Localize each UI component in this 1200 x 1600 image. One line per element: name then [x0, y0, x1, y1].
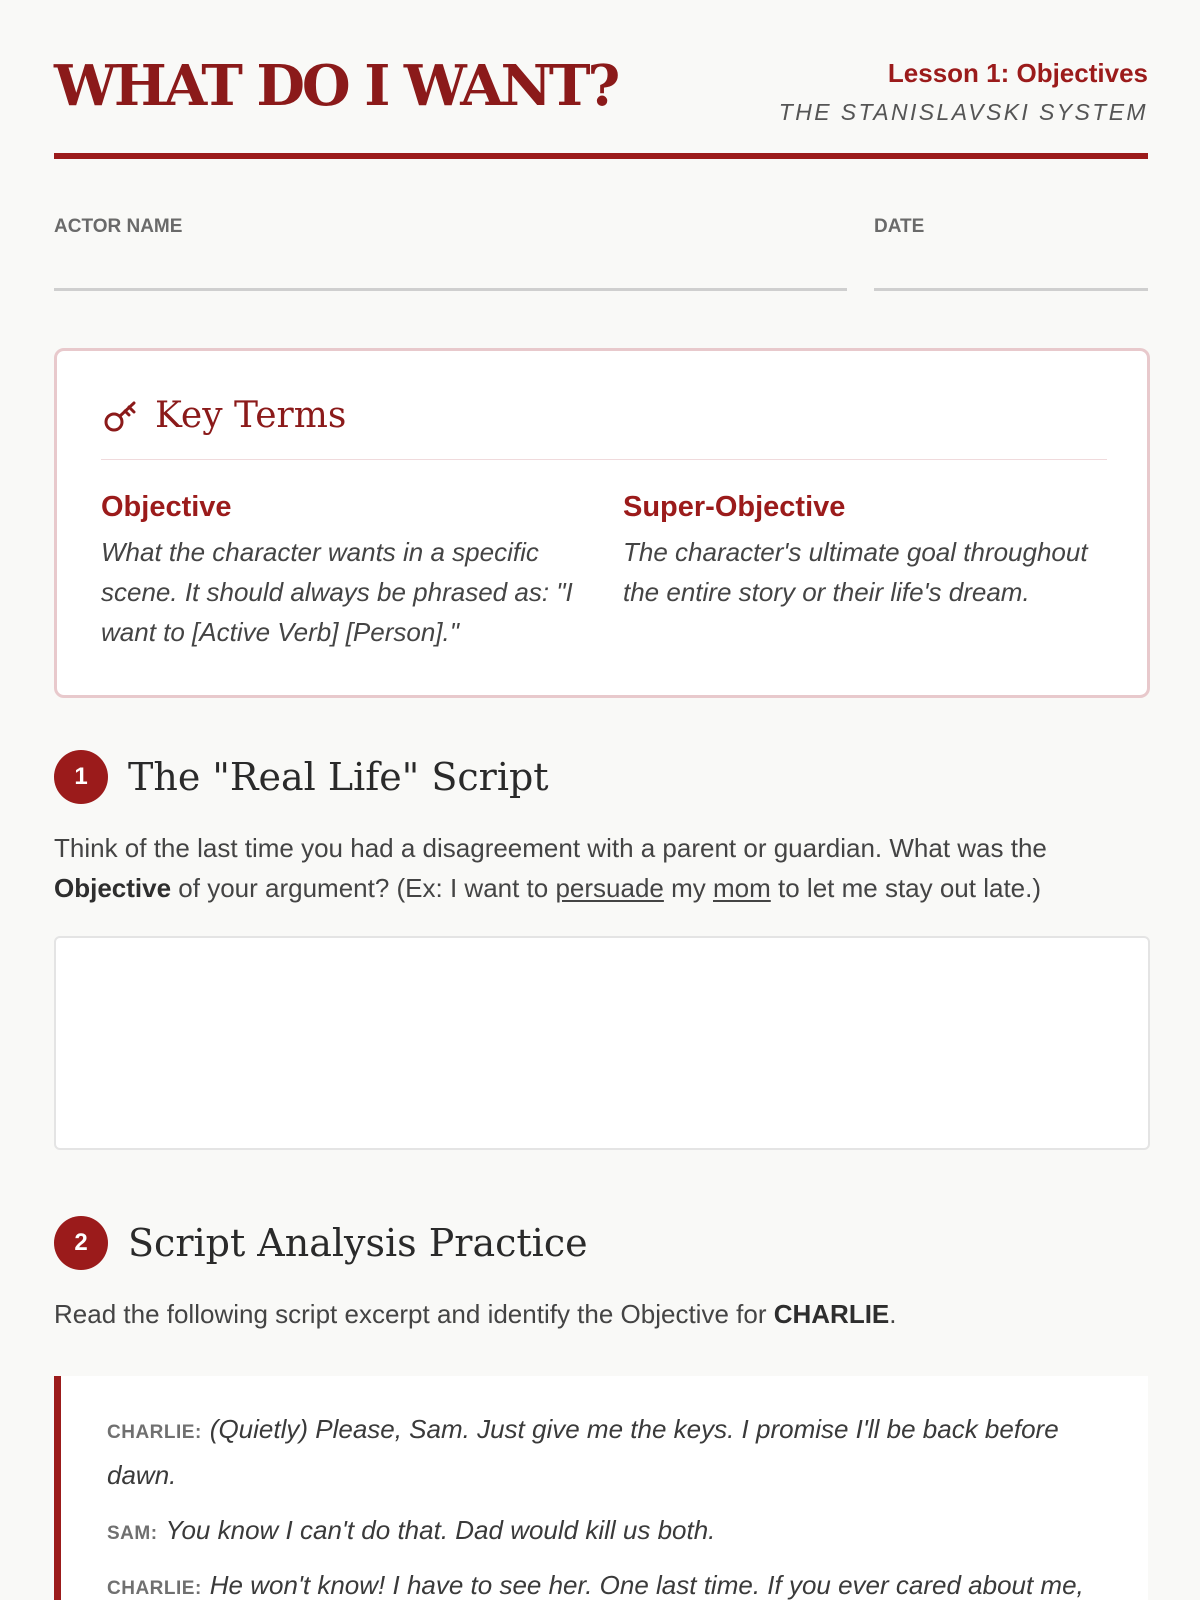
- dialogue-text: You know I can't do that. Dad would kill us both.: [165, 1515, 716, 1545]
- prompt-text: to let me stay out late.): [770, 873, 1042, 903]
- script-line: [107, 1564, 1107, 1600]
- example-person: mom: [713, 873, 771, 903]
- script-line: [107, 1509, 1107, 1555]
- term-definition: What the character wants in a specific scene. It should always be phrased as: "I want to [Active Verb] [Person].": [101, 537, 573, 647]
- key-terms-title: Key Terms: [155, 395, 347, 436]
- prompt-text: my: [663, 873, 713, 903]
- prompt-text: Think of the last time you had a disagreement with a parent or guardian. What was the: [54, 833, 1047, 863]
- prompt-bold: CHARLIE: [773, 1299, 890, 1329]
- script-excerpt: [54, 1376, 1148, 1600]
- step-number-badge: 1: [54, 750, 108, 804]
- key-terms-divider: [101, 459, 1107, 460]
- header-rule: [54, 153, 1148, 159]
- speaker-name: SAM:: [107, 1523, 158, 1544]
- prompt-text: of your argument? (Ex: I want to: [171, 873, 556, 903]
- section-1-title: The "Real Life" Script: [128, 755, 549, 799]
- example-verb: persuade: [555, 873, 664, 903]
- date-field[interactable]: [874, 288, 1148, 291]
- section-2-heading: [54, 1216, 588, 1270]
- key-terms-heading: [101, 395, 346, 436]
- date-label: DATE: [874, 216, 925, 237]
- dialogue-text: He won't know! I have to see her. One last time. If you ever cared about me,: [209, 1570, 1084, 1600]
- term-name: Objective: [101, 491, 232, 523]
- section-1-prompt: [54, 828, 1148, 908]
- term-objective: [101, 491, 591, 652]
- key-terms-box: [54, 348, 1150, 698]
- script-line: [107, 1408, 1107, 1497]
- lesson-label: Lesson 1: Objectives: [887, 58, 1148, 88]
- term-name: Super-Objective: [623, 491, 846, 523]
- dialogue-text: (Quietly) Please, Sam. Just give me the keys. I promise I'll be back before dawn.: [107, 1414, 1059, 1490]
- speaker-name: CHARLIE:: [107, 1578, 202, 1599]
- prompt-text: .: [889, 1299, 897, 1329]
- step-number-badge: 2: [54, 1216, 108, 1270]
- prompt-text: Read the following script excerpt and identify the Objective for: [54, 1299, 774, 1329]
- key-icon: [101, 396, 141, 436]
- term-super-objective: [623, 491, 1113, 612]
- system-subtitle: THE STANISLAVSKI SYSTEM: [778, 99, 1148, 125]
- section-1-answer-box[interactable]: [54, 936, 1150, 1150]
- term-definition: The character's ultimate goal throughout the entire story or their life's dream.: [623, 537, 1088, 607]
- section-2-prompt: [54, 1294, 1148, 1334]
- section-1-heading: [54, 750, 549, 804]
- actor-name-field[interactable]: [54, 288, 847, 291]
- header: [54, 53, 1148, 138]
- actor-name-label: ACTOR NAME: [54, 216, 183, 237]
- prompt-bold: Objective: [54, 873, 172, 903]
- speaker-name: CHARLIE:: [107, 1422, 202, 1443]
- page-title: WHAT DO I WANT?: [54, 53, 618, 119]
- section-2-title: Script Analysis Practice: [128, 1221, 588, 1265]
